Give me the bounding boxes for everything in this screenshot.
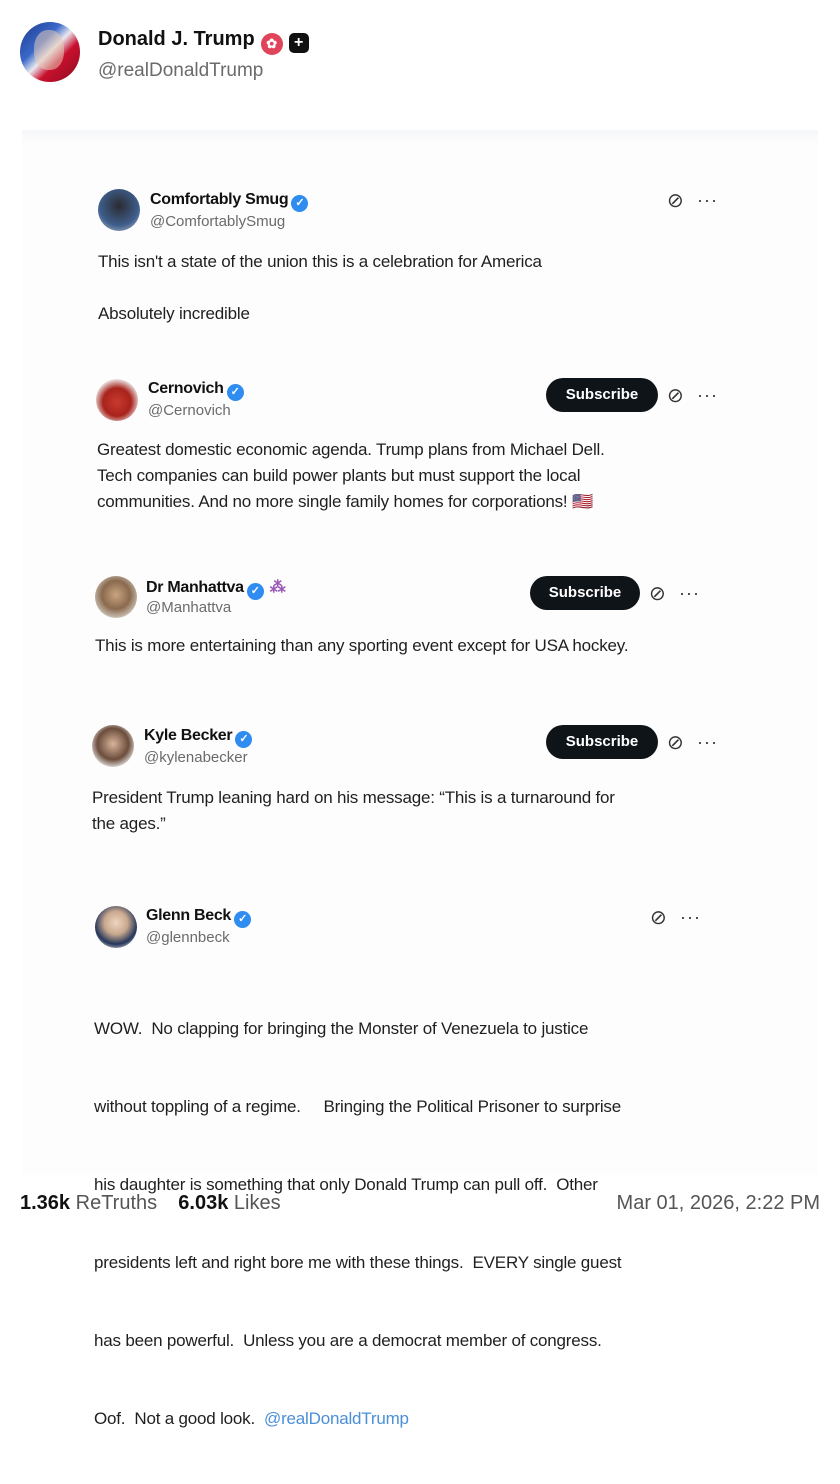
- more-icon[interactable]: ···: [680, 907, 701, 927]
- author-handle[interactable]: @realDonaldTrump: [98, 60, 264, 81]
- tweet-name-text: Kyle Becker: [144, 727, 233, 744]
- tweet-line: Absolutely incredible: [98, 304, 250, 323]
- people-icon: ⁂: [269, 579, 286, 596]
- tweet-text: [98, 249, 542, 327]
- tweet-kyle-becker: [22, 722, 818, 852]
- more-icon[interactable]: ···: [697, 190, 718, 210]
- tweet-line: Greatest domestic economic agenda. Trump plans from Michael Dell.: [97, 440, 605, 459]
- tweet-line: without toppling of a regime. Bringing the Political Prisoner to surprise: [94, 1097, 621, 1116]
- tweet-line: President Trump leaning hard on his message: “This is a turnaround for: [92, 788, 615, 807]
- tweet-text: [94, 964, 621, 1484]
- more-icon[interactable]: ···: [697, 385, 718, 405]
- tweet-text: [92, 785, 615, 837]
- tweet-text: [97, 437, 605, 515]
- tweet-avatar[interactable]: [95, 576, 137, 618]
- tweet-handle[interactable]: @kylenabecker: [144, 749, 248, 766]
- tweet-name-text: Glenn Beck: [146, 907, 232, 924]
- tweet-name[interactable]: [150, 191, 308, 212]
- tweet-line: Tech companies can build power plants but must support the local: [97, 466, 581, 485]
- tweet-handle[interactable]: @ComfortablySmug: [150, 213, 286, 230]
- tweet-avatar[interactable]: [92, 725, 134, 767]
- likes-label[interactable]: Likes: [233, 1192, 281, 1214]
- mention-link[interactable]: @realDonaldTrump: [264, 1409, 409, 1428]
- subscribe-button[interactable]: Subscribe: [546, 378, 658, 412]
- tweet-name-text: Comfortably Smug: [150, 191, 289, 208]
- more-icon[interactable]: ···: [697, 732, 718, 752]
- tweet-line: presidents left and right bore me with these things. EVERY single guest: [94, 1253, 622, 1272]
- tweet-line: the ages.”: [92, 814, 166, 833]
- plus-badge-icon: +: [289, 33, 309, 53]
- grok-icon[interactable]: ⊘: [667, 190, 684, 212]
- tweet-line: Oof. Not a good look.: [94, 1409, 255, 1428]
- subscribe-button[interactable]: Subscribe: [546, 725, 658, 759]
- tweet-line: WOW. No clapping for bringing the Monster of Venezuela to justice: [94, 1019, 589, 1038]
- verified-check-icon: ✓: [247, 583, 264, 600]
- verified-badge-icon: ✿: [261, 33, 283, 55]
- more-icon[interactable]: ···: [679, 583, 700, 603]
- tweet-line: communities. And no more single family homes for corporations! 🇺🇸: [97, 492, 593, 511]
- tweet-avatar[interactable]: [95, 906, 137, 948]
- post-stats: [20, 1192, 820, 1215]
- tweet-dr-manhattva: [22, 573, 818, 673]
- post-timestamp[interactable]: Mar 01, 2026, 2:22 PM: [616, 1192, 820, 1214]
- grok-icon[interactable]: ⊘: [650, 907, 667, 929]
- tweet-line: has been powerful. Unless you are a democrat member of congress.: [94, 1331, 602, 1350]
- author-avatar[interactable]: [20, 22, 80, 82]
- author-name[interactable]: [98, 28, 309, 55]
- verified-check-icon: ✓: [291, 195, 308, 212]
- likes-count[interactable]: 6.03k: [178, 1192, 229, 1214]
- retruths-count[interactable]: 1.36k: [20, 1192, 71, 1214]
- tweet-name[interactable]: [144, 727, 252, 748]
- tweet-name[interactable]: [148, 380, 244, 401]
- tweet-cernovich: [22, 375, 818, 525]
- tweet-name[interactable]: [146, 907, 251, 928]
- retruths-label[interactable]: ReTruths: [75, 1192, 158, 1214]
- tweet-comfortably-smug: [22, 185, 818, 335]
- tweet-avatar[interactable]: [96, 379, 138, 421]
- tweet-handle[interactable]: @glennbeck: [146, 929, 230, 946]
- tweet-name-text: Dr Manhattva: [146, 579, 244, 596]
- tweet-avatar[interactable]: [98, 189, 140, 231]
- subscribe-button[interactable]: Subscribe: [530, 576, 640, 610]
- tweet-name[interactable]: [146, 577, 285, 600]
- tweet-handle[interactable]: @Manhattva: [146, 599, 232, 616]
- tweet-text: [95, 633, 628, 659]
- verified-check-icon: ✓: [235, 731, 252, 748]
- grok-icon[interactable]: ⊘: [649, 583, 666, 605]
- tweet-line: his daughter is something that only Donald Trump can pull off. Other: [94, 1175, 598, 1194]
- verified-check-icon: ✓: [234, 911, 251, 928]
- grok-icon[interactable]: ⊘: [667, 732, 684, 754]
- author-name-text: Donald J. Trump: [98, 28, 255, 50]
- tweet-handle[interactable]: @Cernovich: [148, 402, 231, 419]
- tweet-line: This is more entertaining than any sporting event except for USA hockey.: [95, 636, 629, 655]
- verified-check-icon: ✓: [227, 384, 244, 401]
- grok-icon[interactable]: ⊘: [667, 385, 684, 407]
- tweet-line: This isn't a state of the union this is a celebration for America: [98, 252, 542, 271]
- tweet-name-text: Cernovich: [148, 380, 224, 397]
